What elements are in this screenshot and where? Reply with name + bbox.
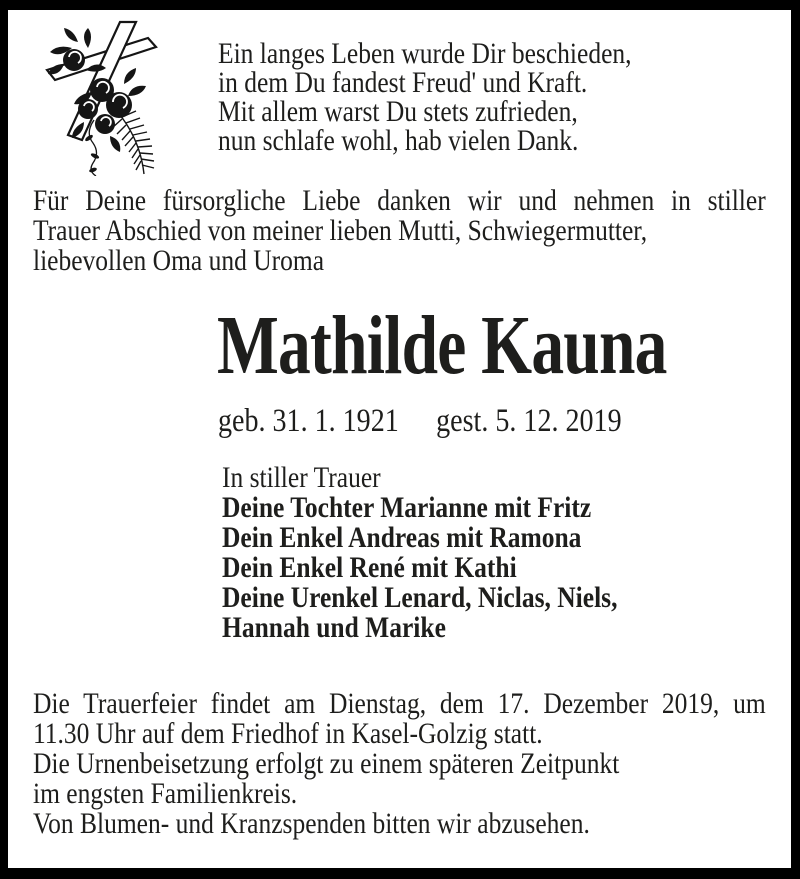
funeral-details [33, 689, 766, 839]
memorial-poem [218, 39, 632, 155]
details-line: Die Urnenbeisetzung erfolgt zu einem späteren Zeitpunkt [33, 747, 620, 780]
details-line: 11.30 Uhr auf dem Friedhof in Kasel-Golzig statt. [33, 717, 543, 750]
mourners-list [222, 463, 617, 643]
mourner-line: Hannah und Marike [222, 611, 446, 644]
details-line: Von Blumen- und Kranzspenden bitten wir abzusehen. [33, 807, 590, 840]
poem-line: Mit allem warst Du stets zufrieden, [218, 95, 578, 128]
intro-line: Für Deine fürsorgliche Liebe danken wir und nehmen in stiller [33, 184, 766, 217]
mourner-line: Dein Enkel René mit Kathi [222, 551, 517, 584]
details-line: Die Trauerfeier findet am Dienstag, dem 17. Dezember 2019, um [33, 687, 766, 720]
intro-line: liebevollen Oma und Uroma [33, 244, 325, 277]
intro-paragraph [33, 186, 766, 276]
intro-line: Trauer Abschied von meiner lieben Mutti, Schwiegermutter, [33, 214, 648, 247]
mourners-heading: In stiller Trauer [222, 461, 381, 494]
deceased-name: Mathilde Kauna [217, 299, 667, 392]
poem-line: nun schlafe wohl, hab vielen Dank. [218, 124, 579, 157]
mourner-line: Deine Tochter Marianne mit Fritz [222, 491, 592, 524]
poem-line: Ein langes Leben wurde Dir beschieden, [218, 37, 632, 70]
death-date: gest. 5. 12. 2019 [436, 403, 622, 439]
cross-flowers-illustration [43, 18, 165, 176]
mourner-line: Deine Urenkel Lenard, Niclas, Niels, [222, 581, 618, 614]
poem-line: in dem Du fandest Freud' und Kraft. [218, 66, 588, 99]
details-line: im engsten Familienkreis. [33, 777, 298, 810]
birth-date: geb. 31. 1. 1921 [218, 403, 399, 439]
life-dates [218, 405, 622, 438]
obituary-notice [8, 10, 791, 868]
mourner-line: Dein Enkel Andreas mit Ramona [222, 521, 582, 554]
